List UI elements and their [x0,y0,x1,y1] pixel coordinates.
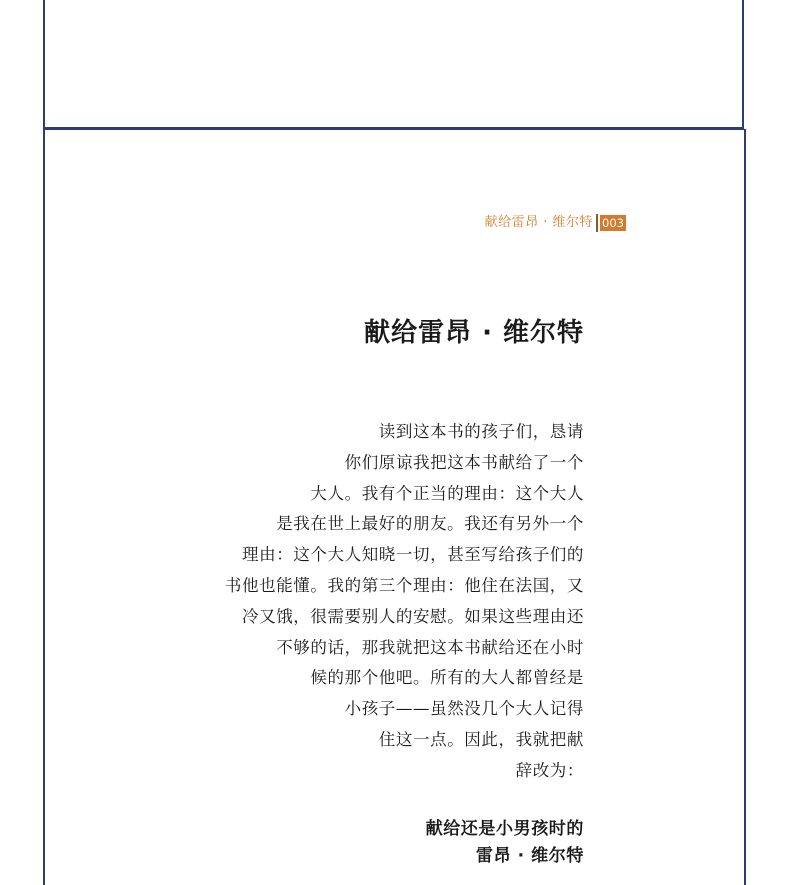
body-line: 大人。我有个正当的理由：这个大人 [310,483,584,503]
body-line: 候的那个他吧。所有的大人都曾经是 [310,668,584,688]
body-line: 不够的话，那我就把这本书献给还在小时 [276,637,584,657]
final-dedication-line: 雷昂 · 维尔特 [475,846,584,866]
body-line: 你们原谅我把这本书献给了一个 [344,452,584,472]
previous-page-frame [43,0,744,129]
book-page [43,129,746,885]
page-number: 003 [602,216,624,230]
dedication-heading: 献给雷昂 · 维尔特 [364,318,584,348]
body-line: 住这一点。因此，我就把献 [378,729,584,749]
final-dedication [426,816,584,870]
body-line: 是我在世上最好的朋友。我还有另外一个 [276,514,584,534]
running-header [485,212,626,234]
body-line: 理由：这个大人知晓一切，甚至写给孩子们的 [242,545,584,565]
body-line: 书他也能懂。我的第三个理由：他住在法国，又 [224,575,584,595]
running-header-title: 献给雷昂 · 维尔特 [485,214,598,232]
body-line: 读到这本书的孩子们，恳请 [378,422,584,441]
body-line: 冷又饿，很需要别人的安慰。如果这些理由还 [242,606,584,626]
body-line: 小孩子——虽然没几个大人记得 [344,699,584,719]
body-line: 辞改为： [515,760,584,780]
dedication-body [225,417,584,787]
final-dedication-line: 献给还是小男孩时的 [425,819,584,839]
